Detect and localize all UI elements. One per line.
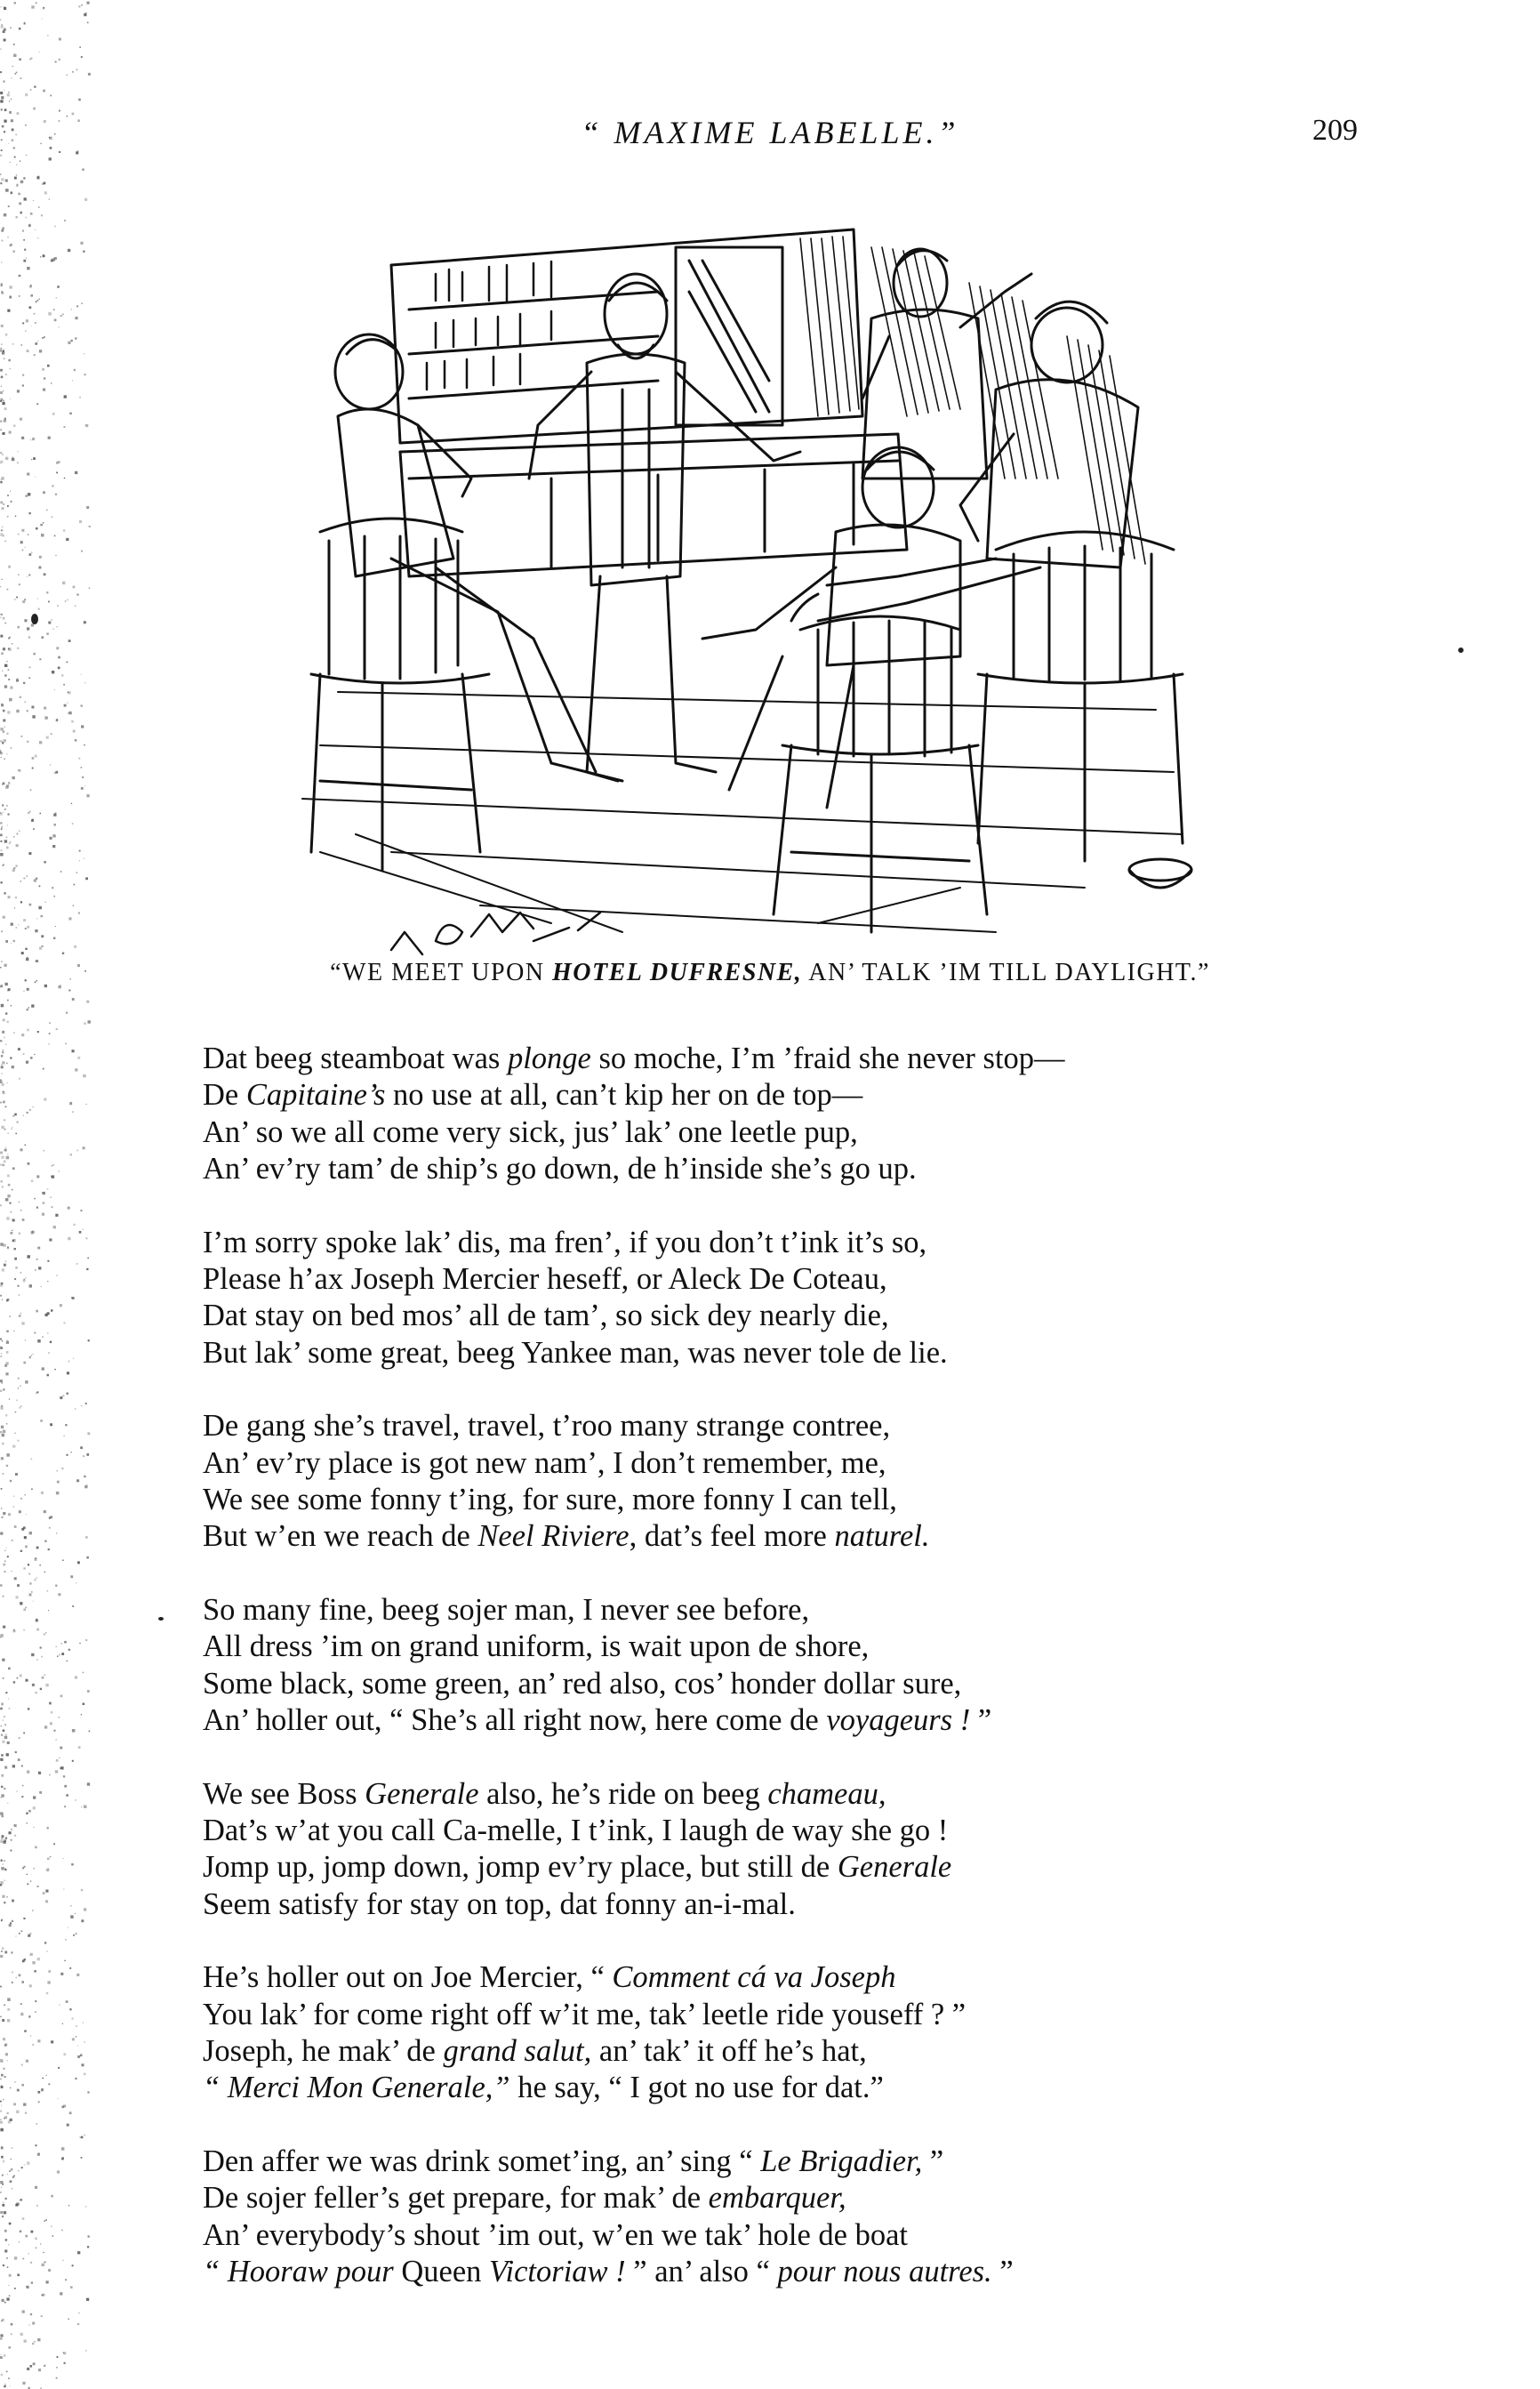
floor <box>302 692 1183 932</box>
poem-line <box>203 1041 1359 1077</box>
line-text: Dat stay on bed mos’ all de tam’, so sick dey nearly die, <box>203 1299 889 1333</box>
line-text: We see some fonny t’ing, for sure, more fonny I can tell, <box>203 1483 897 1517</box>
italic-text: Generale <box>365 1776 479 1811</box>
italic-text: pour nous autres. <box>777 2254 992 2288</box>
wall-hatching <box>800 237 1145 564</box>
figure-standing <box>529 274 800 781</box>
poem-line <box>203 1702 1359 1739</box>
poem-line <box>203 1959 1359 1996</box>
line-text: ” <box>991 2254 1014 2288</box>
line-text: ” an’ also “ <box>625 2254 778 2288</box>
stanza <box>203 1959 1359 2107</box>
stanza <box>203 1041 1359 1188</box>
stray-dot <box>31 614 38 624</box>
poem-line <box>203 2033 1359 2070</box>
line-text: ” <box>970 1703 992 1738</box>
line-text: Joseph, he mak’ de <box>203 2033 444 2068</box>
poem-line <box>203 1629 1359 1665</box>
line-text: All dress ’im on grand uniform, is wait upon de shore, <box>203 1629 870 1664</box>
poem-line <box>203 1886 1359 1923</box>
shelves <box>391 229 862 443</box>
line-text: Jomp up, jomp down, jomp ev’ry place, but still de <box>203 1850 838 1885</box>
poem-line <box>203 1482 1359 1518</box>
caption-text-before: “WE MEET UPON <box>330 959 553 986</box>
line-text: Queen <box>393 2254 490 2288</box>
line-text: An’ ev’ry tam’ de ship’s go down, de h’inside she’s go up. <box>203 1152 917 1186</box>
poem-line <box>203 1408 1359 1444</box>
italic-text: “ Merci Mon Generale,” <box>203 2071 510 2105</box>
line-text: De sojer feller’s get prepare, for mak’ de <box>203 2181 709 2216</box>
stray-dot <box>158 1617 164 1621</box>
italic-text: Neel Riviere <box>477 1519 630 1554</box>
stanza <box>203 2144 1359 2291</box>
poem-line <box>203 1151 1359 1187</box>
line-text: no use at all, can’t kip her on de top— <box>385 1078 863 1113</box>
poem-line <box>203 1077 1359 1114</box>
scan-margin-speckle <box>0 0 98 2389</box>
poem-line <box>203 1997 1359 2033</box>
running-title: “ MAXIME LABELLE.” <box>581 115 959 150</box>
stanza <box>203 1225 1359 1372</box>
poem-line <box>203 1298 1359 1334</box>
poem-line <box>203 2254 1359 2290</box>
line-text: But w’en we reach de <box>203 1519 478 1554</box>
chair-right <box>978 532 1183 861</box>
poem-line <box>203 1813 1359 1849</box>
line-text: We see Boss <box>203 1776 365 1811</box>
figure-left-seated <box>335 334 618 781</box>
line-text: De gang she’s travel, travel, t’roo many strange contree, <box>203 1409 891 1444</box>
stanza <box>203 1408 1359 1556</box>
line-text: an’ tak’ it off he’s hat, <box>591 2033 867 2068</box>
italic-text: Generale <box>837 1850 952 1885</box>
stray-dot <box>1458 648 1464 653</box>
poem-line <box>203 1518 1359 1555</box>
italic-text: plonge <box>507 1042 591 1075</box>
italic-text: embarquer, <box>708 2181 846 2216</box>
stanza <box>203 1776 1359 1924</box>
poem-body <box>203 1041 1359 2327</box>
spittoon <box>1129 859 1191 888</box>
running-header <box>0 114 1540 167</box>
line-text: De <box>203 1078 246 1113</box>
poem-line <box>203 1114 1359 1151</box>
line-text: Seem satisfy for stay on top, dat fonny an-i-mal. <box>203 1886 796 1921</box>
caption-text-after: AN’ TALK ’IM TILL DAYLIGHT.” <box>802 959 1210 986</box>
line-text: Some black, some green, an’ red also, cos’ honder dollar sure, <box>203 1666 962 1701</box>
poem-line <box>203 1776 1359 1813</box>
line-text: But lak’ some great, beeg Yankee man, was never tole de lie. <box>203 1335 948 1370</box>
page-number: 209 <box>1312 114 1358 147</box>
line-text: An’ so we all come very sick, jus’ lak’ one leetle pup, <box>203 1114 858 1149</box>
line-text: So many fine, beeg sojer man, I never see before, <box>203 1592 810 1627</box>
poem-line <box>203 2180 1359 2216</box>
line-text: He’s holler out on Joe Mercier, “ <box>203 1960 613 1995</box>
italic-text: Comment cá va Joseph <box>612 1960 896 1995</box>
italic-text: Victoriaw ! <box>489 2254 626 2288</box>
poem-line <box>203 2144 1359 2180</box>
line-text: An’ everybody’s shout ’im out, w’en we tak’ hole de boat <box>203 2217 908 2252</box>
poem-line <box>203 2217 1359 2254</box>
italic-text: voyageurs ! <box>826 1703 971 1738</box>
italic-text: Le Brigadier, <box>760 2144 923 2178</box>
poem-line <box>203 1335 1359 1371</box>
line-text: An’ holler out, “ She’s all right now, here come de <box>203 1703 827 1738</box>
bar-counter <box>400 434 907 576</box>
line-text: Please h’ax Joseph Mercier heseff, or Aleck De Coteau, <box>203 1262 887 1297</box>
line-text: ” <box>922 2144 944 2178</box>
bar-room-illustration <box>285 212 1200 959</box>
mirror <box>676 247 782 425</box>
line-text: Dat’s w’at you call Ca-melle, I t’ink, I laugh de way she go ! <box>203 1813 949 1847</box>
poem-line <box>203 1849 1359 1886</box>
chair-center <box>774 616 987 932</box>
line-text: also, he’s ride on beeg <box>478 1776 768 1811</box>
italic-text: “ Hooraw pour <box>203 2254 394 2288</box>
poem-line <box>203 1261 1359 1298</box>
caption-emphasis: HOTEL DUFRESNE, <box>552 959 803 986</box>
line-text: Dat beeg steamboat was <box>203 1042 508 1075</box>
poem-line <box>203 1225 1359 1261</box>
line-text: You lak’ for come right off w’it me, tak’ leetle ride youseff ? ” <box>203 1997 967 2031</box>
poem-line <box>203 1445 1359 1482</box>
italic-text: chameau, <box>767 1776 886 1811</box>
bottles <box>427 261 551 390</box>
line-text: An’ ev’ry place is got new nam’, I don’t remember, me, <box>203 1445 886 1480</box>
italic-text: grand salut, <box>443 2033 592 2068</box>
poem-line <box>203 1592 1359 1629</box>
line-text: I’m sorry spoke lak’ dis, ma fren’, if you don’t t’ink it’s so, <box>203 1225 927 1259</box>
illustration-caption <box>0 959 1540 987</box>
italic-text: Capitaine’s <box>245 1078 386 1113</box>
line-text: , dat’s feel more <box>629 1519 835 1554</box>
poem-line <box>203 2070 1359 2106</box>
italic-text: naturel. <box>834 1519 930 1554</box>
artist-signature <box>391 913 600 954</box>
stanza <box>203 1592 1359 1740</box>
line-text: so moche, I’m ’fraid she never stop— <box>590 1042 1065 1075</box>
line-text: he say, “ I got no use for dat.” <box>509 2071 884 2105</box>
poem-line <box>203 1666 1359 1702</box>
line-text: Den affer we was drink somet’ing, an’ sing “ <box>203 2144 761 2178</box>
